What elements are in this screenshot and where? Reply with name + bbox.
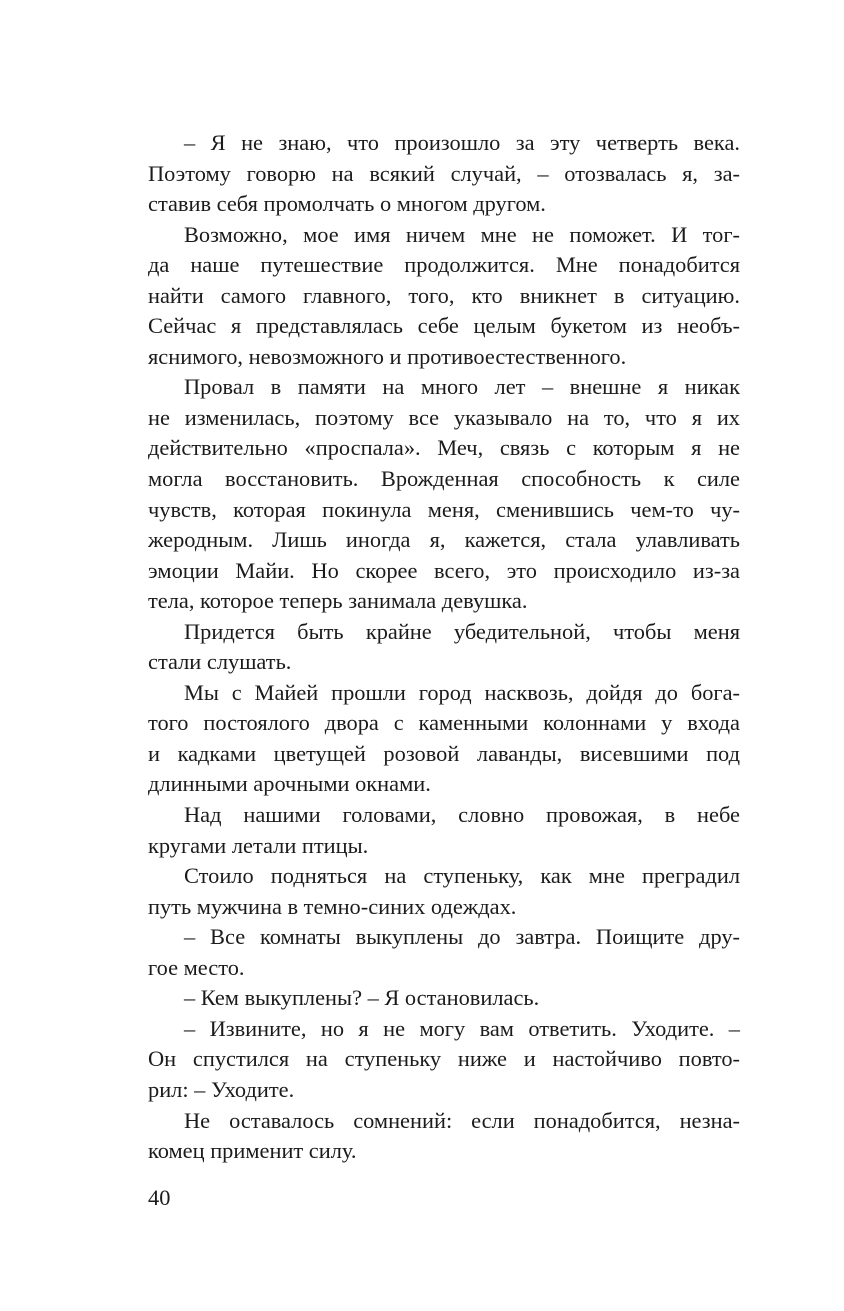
text-line: жеродным. Лишь иногда я, кажется, стала улавливать xyxy=(148,527,740,553)
text-line: действительно «проспала». Меч, связь с которым я не xyxy=(148,435,740,461)
text-line: кругами летали птицы. xyxy=(148,832,369,858)
text-line: – Я не знаю, что произошло за эту четверть века. xyxy=(184,130,740,155)
text-line: не изменилась, поэтому все указывало на то, что я их xyxy=(148,404,740,430)
text-line: длинными арочными окнами. xyxy=(148,771,431,797)
text-line: Возможно, мое имя ничем мне не поможет. И тог- xyxy=(184,221,740,247)
text-line: яснимого, невозможного и противоестественного. xyxy=(148,343,627,369)
text-line: рил: – Уходите. xyxy=(148,1076,295,1102)
text-line: того постоялого двора с каменными колоннами у входа xyxy=(148,710,740,736)
text-line: Он спустился на ступеньку ниже и настойчиво повто- xyxy=(148,1046,740,1072)
paragraph xyxy=(148,983,740,1014)
text-line: стали слушать. xyxy=(148,649,292,675)
text-line: – Все комнаты выкуплены до завтра. Поищите дру- xyxy=(184,924,740,950)
text-line: Сейчас я представлялась себе целым букетом из необъ- xyxy=(148,313,740,339)
paragraph xyxy=(148,617,740,678)
paragraph xyxy=(148,1014,740,1106)
paragraph xyxy=(148,1106,740,1167)
text-line: гое место. xyxy=(148,954,245,980)
text-line: могла восстановить. Врожденная способность к силе xyxy=(148,466,740,492)
paragraph xyxy=(148,678,740,800)
text-line: найти самого главного, того, кто вникнет в ситуацию. xyxy=(148,282,740,308)
text-line: – Извините, но я не могу вам ответить. Уходите. – xyxy=(184,1015,740,1041)
paragraph xyxy=(148,800,740,861)
text-line: и кадками цветущей розовой лаванды, висевшими под xyxy=(148,740,740,766)
text-line: путь мужчина в темно-синих одеждах. xyxy=(148,893,517,919)
text-line: чувств, которая покинула меня, сменившись чем-то чу- xyxy=(148,496,740,522)
text-line: Мы с Майей прошли город насквозь, дойдя до бога- xyxy=(184,679,740,705)
text-line: Не оставалось сомнений: если понадобится, незна- xyxy=(184,1107,740,1133)
text-line: ставив себя промолчать о многом другом. xyxy=(148,191,546,217)
text-line: комец применит силу. xyxy=(148,1138,357,1164)
text-line: тела, которое теперь занимала девушка. xyxy=(148,588,528,614)
text-line: Придется быть крайне убедительной, чтобы меня xyxy=(184,618,740,644)
paragraph xyxy=(148,372,740,616)
page-number: 40 xyxy=(148,1185,171,1210)
paragraph xyxy=(148,128,740,220)
text-line: Стоило подняться на ступеньку, как мне преградил xyxy=(184,863,740,889)
text-line: Провал в памяти на много лет – внешне я никак xyxy=(184,374,740,400)
paragraph xyxy=(148,220,740,373)
paragraph xyxy=(148,922,740,983)
text-line: эмоции Майи. Но скорее всего, это происходило из-за xyxy=(148,557,740,583)
text-line: – Кем выкуплены? – Я остановилась. xyxy=(184,985,540,1011)
text-line: Над нашими головами, словно провожая, в небе xyxy=(184,802,740,828)
text-line: Поэтому говорю на всякий случай, – отозвалась я, за- xyxy=(148,160,740,186)
paragraph xyxy=(148,861,740,922)
text-line: да наше путешествие продолжится. Мне понадобится xyxy=(148,252,740,278)
body-text xyxy=(148,128,740,1167)
